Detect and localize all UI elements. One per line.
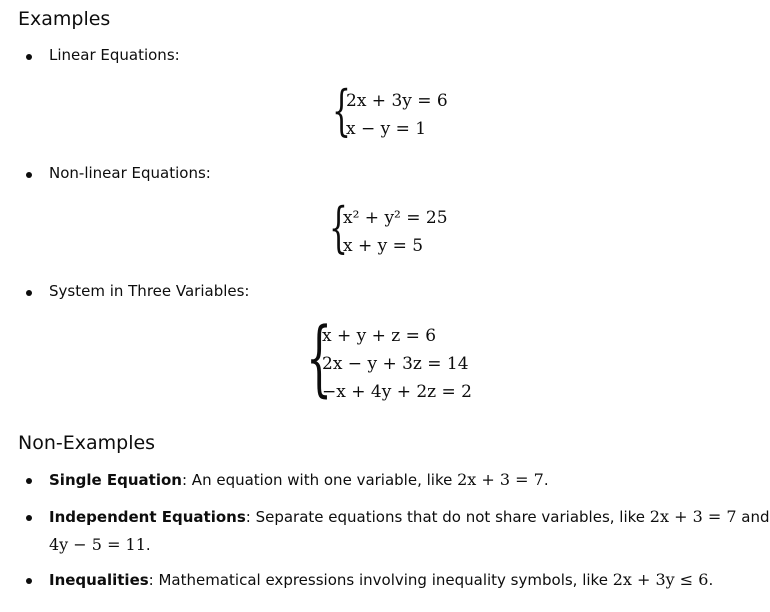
system-brace: { bbox=[329, 196, 348, 259]
equation-row: x + y = 5 bbox=[343, 236, 424, 256]
system-brace: { bbox=[332, 79, 351, 142]
term: Independent Equations bbox=[49, 508, 246, 526]
system-brace: { bbox=[306, 311, 333, 406]
non-example-single-equation bbox=[49, 472, 549, 488]
equation-row: x² + y² = 25 bbox=[343, 208, 448, 228]
bullet-icon bbox=[26, 478, 32, 484]
example-label-nonlinear: Non-linear Equations: bbox=[49, 164, 211, 182]
non-example-inequalities bbox=[49, 572, 713, 588]
equation-system-nonlinear bbox=[343, 210, 448, 266]
equation-row: x + y + z = 6 bbox=[322, 326, 437, 346]
example-label-linear: Linear Equations: bbox=[49, 46, 180, 64]
punctuation: . bbox=[145, 536, 151, 554]
description: : Mathematical expressions involving inequality symbols, like bbox=[148, 571, 613, 589]
equation-row: x − y = 1 bbox=[346, 119, 427, 139]
bullet-icon bbox=[26, 172, 32, 178]
equation-system-linear bbox=[346, 93, 448, 149]
equation-row: 2x − y + 3z = 14 bbox=[322, 354, 469, 374]
equation-row: 2x + 3y = 6 bbox=[346, 91, 448, 111]
non-example-independent-equations bbox=[49, 509, 770, 525]
examples-heading: Examples bbox=[18, 8, 111, 30]
non-example-independent-equations-line2 bbox=[49, 537, 151, 553]
description: : Separate equations that do not share variables, like bbox=[245, 508, 650, 526]
bullet-icon bbox=[26, 54, 32, 60]
bullet-icon bbox=[26, 515, 32, 521]
example-label-three-vars: System in Three Variables: bbox=[49, 282, 250, 300]
punctuation: . bbox=[708, 571, 714, 589]
inline-math: 4y − 5 = 11 bbox=[49, 535, 146, 554]
description: : An equation with one variable, like bbox=[181, 471, 458, 489]
non-examples-heading: Non-Examples bbox=[18, 432, 156, 454]
bullet-icon bbox=[26, 290, 32, 296]
description-continued: and bbox=[736, 508, 770, 526]
equation-system-three-vars bbox=[322, 328, 472, 412]
inline-math: 2x + 3y ≤ 6 bbox=[612, 570, 709, 589]
inline-math: 2x + 3 = 7 bbox=[649, 507, 737, 526]
term: Inequalities bbox=[49, 571, 149, 589]
bullet-icon bbox=[26, 578, 32, 584]
punctuation: . bbox=[543, 471, 549, 489]
inline-math: 2x + 3 = 7 bbox=[457, 470, 544, 489]
equation-row: −x + 4y + 2z = 2 bbox=[322, 382, 472, 402]
term: Single Equation bbox=[49, 471, 182, 489]
